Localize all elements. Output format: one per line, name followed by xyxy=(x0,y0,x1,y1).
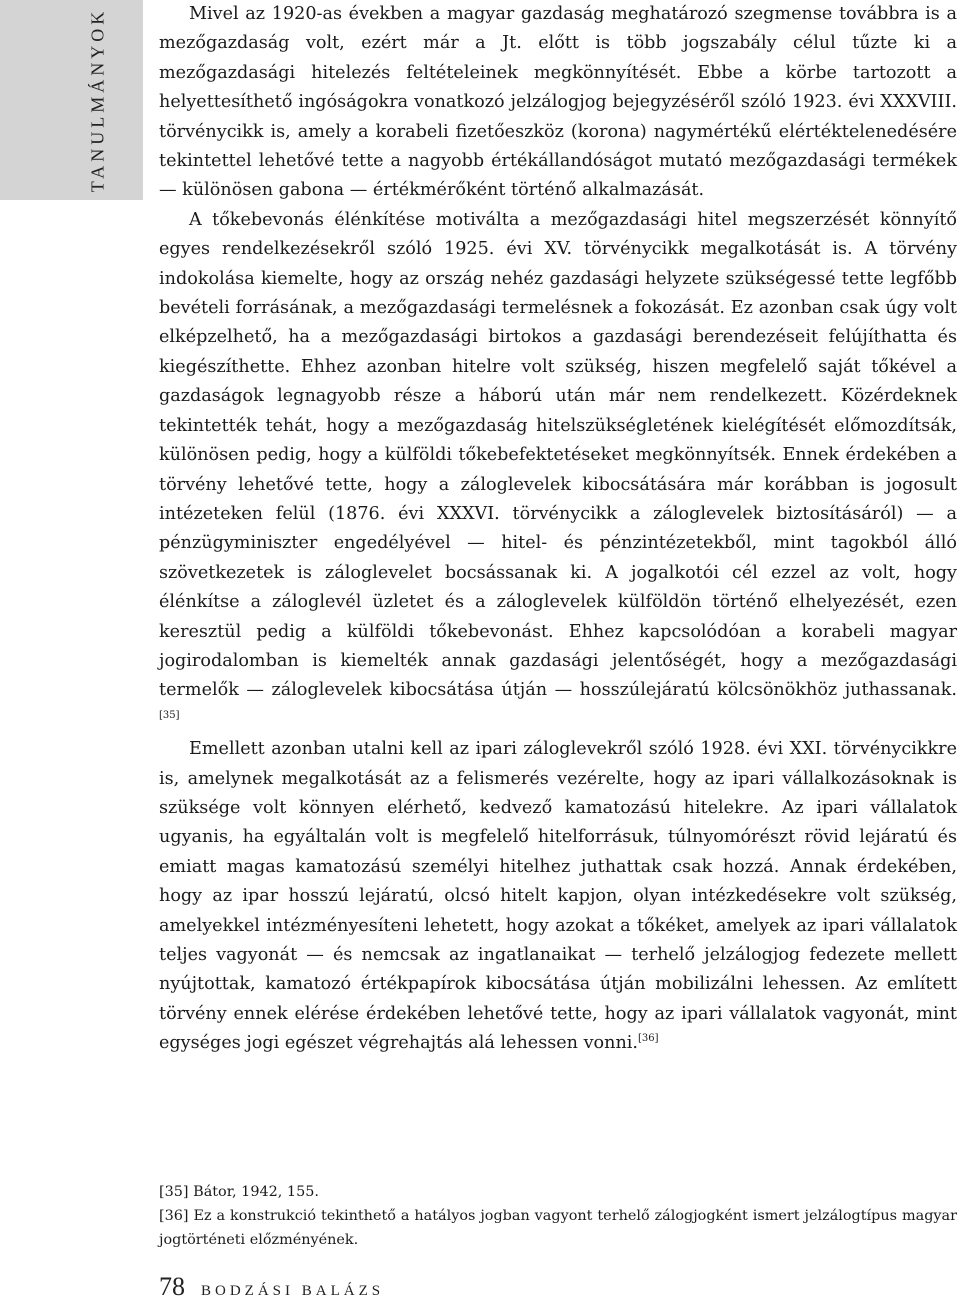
footnotes xyxy=(159,1180,957,1252)
paragraph-3-text: Emellett azonban utalni kell az ipari záloglevekről szóló 1928. évi XXI. törvénycikkre is, amelynek megalkotását az a felismerés vezérelte, hogy az ipari vállalkozásoknak is szüksége volt könnyen elérhető, kedvező kamatozású hitelekre. Az ipari vállalatok ugyanis, ha egyáltalán volt is megfelelő hitelforrásuk, túlnyomórészt rövid lejáratú és emiatt magas kamatozású személyi hitelhez juthattak csak hozzá. Annak érdekében, hogy az ipar hosszú lejáratú, olcsó hitelt kapjon, olyan intézkedésekre volt szükség, amelyekkel intézményesíteni lehetett, hogy azokat a tőkéket, amelyek az ipari vállalatok teljes vagyonát — és nemcsak az ingatlanaikat — terhelő jelzálogjog fedezete mellett nyújtottak, kamatozó értékpapírok kibocsátása útján mobilizálni lehessen. Az említett törvény ennek elérése érdekében lehetővé tette, hogy az ipari vállalatok vagyonát, mint egységes jogi egészet végrehajtás alá lehessen vonni. xyxy=(159,739,957,1054)
paragraph-3 xyxy=(159,735,957,1058)
section-tab xyxy=(0,0,143,200)
running-author: BODZÁSI BALÁZS xyxy=(201,1283,385,1299)
footnote-ref-36[interactable]: [36] xyxy=(638,1033,659,1045)
footnote-35: [35] Bátor, 1942, 155. xyxy=(159,1184,319,1200)
article-body xyxy=(159,0,957,1059)
paragraph-2 xyxy=(159,206,957,735)
paragraph-1 xyxy=(159,0,957,206)
section-label: TANULMÁNYOK xyxy=(87,7,108,193)
paragraph-1-text: Mivel az 1920-as években a magyar gazdaság meghatározó szegmense továbbra is a mezőgazdaság volt, ezért már a Jt. előtt is több jogszabály célul tűzte ki a mezőgazdasági hitelezés feltételeinek megkönnyítését. Ebbe a körbe tartozott a helyettesíthető ingóságokra vonatkozó jelzálogjog bejegyzéséről szóló 1923. évi XXXVIII. törvénycikk is, amely a korabeli fizetőeszköz (korona) nagymértékű elértéktelenedésére tekintettel lehetővé tette a nagyobb értékállandóságot mutató mezőgazdasági termékek — különösen gabona — értékmérőként történő alkalmazását. xyxy=(159,4,957,201)
paragraph-2-text: A tőkebevonás élénkítése motiválta a mezőgazdasági hitel megszerzését könnyítő egyes rendelkezésekről szóló 1925. évi XV. törvénycikk megalkotását is. A törvény indokolása kiemelte, hogy az ország nehéz gazdasági helyzete szükségessé tette legfőbb bevételi forrásának, a mezőgazdasági termelésnek a fokozását. Ez azonban csak úgy volt elképzelhető, ha a mezőgazdasági birtokos a gazdasági berendezéseit felújíthatta és kiegészíthette. Ehhez azonban hitelre volt szükség, hiszen megfelelő saját tőkével a gazdaságok legnagyobb része a háború után már nem rendelkezett. Közérdeknek tekintették tehát, hogy a mezőgazdaság hitelszükségletének kielégítését előmozdítsák, különösen pedig, hogy a külföldi tőkebefektetéseket megkönnyítsék. Ennek érdekében a törvény lehetővé tette, hogy a záloglevelek kibocsátására már korábban is jogosult intézeteken felül (1876. évi XXXVI. törvénycikk a záloglevelek biztosításáról) — a pénzügyminiszter engedélyével — hitel- és pénzintézetekből, mint tagokból álló szövetkezetek is záloglevelet bocsássanak ki. A jogalkotói cél ezzel az volt, hogy élénkítse a záloglevél üzletet és a záloglevelek külföldön történő elhelyezését, ezen keresztül pedig a külföldi tőkebevonást. Ehhez kapcsolódóan a korabeli magyar jogirodalomban is kiemelték annak gazdasági jelentőségét, hogy a mezőgazdasági termelők — záloglevelek kibocsátása útján — hosszúlejáratú kölcsönökhöz juthassanak. xyxy=(159,209,957,701)
footnote-36: [36] Ez a konstrukció tekinthető a hatályos jogban vagyont terhelő zálogjogként ismert jelzálogtípus magyar jogtörténeti előzményének. xyxy=(159,1208,957,1248)
page-footer xyxy=(159,1272,384,1312)
page-number: 78 xyxy=(159,1272,185,1301)
footnote-ref-35[interactable]: [35] xyxy=(159,709,180,721)
